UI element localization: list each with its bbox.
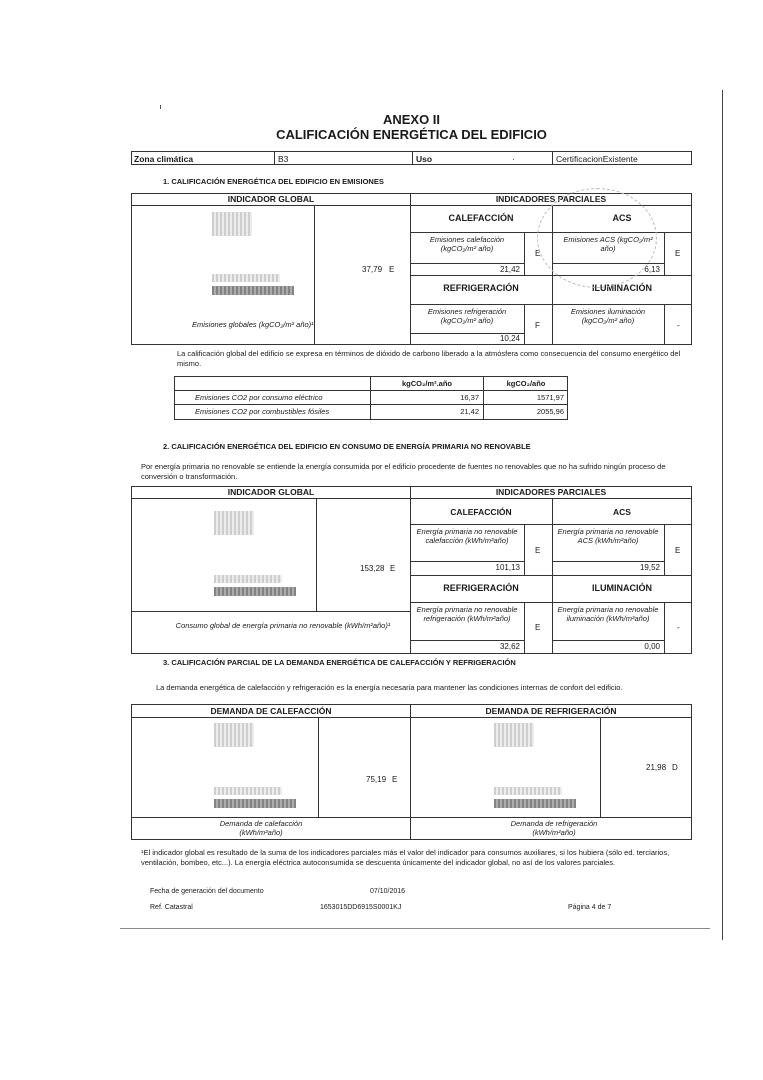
s2-calefaccion-header: CALEFACCIÓN: [450, 507, 512, 517]
co2-row-2-v1: 21,42: [460, 407, 479, 416]
s1-calefaccion-header: CALEFACCIÓN: [448, 213, 514, 223]
s2-global-value-divider: [316, 498, 317, 611]
co2-header-line: [175, 390, 567, 391]
s3-heat-letter: E: [392, 775, 398, 784]
s2-global-rating-bar: [214, 587, 296, 596]
uso-dot: ·: [512, 154, 515, 164]
s1-global-value: 37,79: [362, 265, 383, 274]
s1-ilu-letter-divider: [664, 304, 665, 344]
uso-value-divider: [552, 152, 553, 164]
footer-page: [568, 904, 611, 911]
uso-label: Uso: [416, 154, 433, 164]
s3-heat-rating-bar: [214, 799, 296, 808]
s2-table: [131, 486, 692, 654]
s1-ref-letter-divider: [524, 304, 525, 344]
s1-acs-header: ACS: [612, 213, 632, 223]
s2-intro: Por energía primaria no renovable se entiende la energía consumida por el edificio procedente de fuentes no renovables que no ha sufrido ningún proceso de conversión o transformación.: [141, 462, 666, 481]
zona-label: Zona climática: [134, 154, 194, 164]
s1-global-scale-blur-2: [212, 274, 280, 282]
s1-cal-label: Emisiones calefacción (kgCO₂/m² año): [429, 235, 505, 253]
s1-note: La calificación global del edificio se expresa en términos de dióxido de carbono liberado a la atmósfera como consecuencia del consumo energético del mismo.: [177, 349, 681, 368]
s3-mid-divider: [410, 705, 411, 839]
co2-row-line: [175, 404, 567, 405]
s3-heat-value-divider: [318, 717, 319, 817]
footer-ref-value: 1653015DD6915S0001KJ: [320, 904, 402, 911]
s2-acs-value-line: [552, 561, 664, 562]
s1-ref-letter: F: [535, 321, 540, 330]
s1-cal-letter-divider: [524, 232, 525, 275]
s2-ref-letter-divider: [524, 602, 525, 653]
s2-ref-value-line: [410, 640, 524, 641]
s2-ilu-value-line: [552, 640, 664, 641]
s1-cal-value: 21,42: [499, 265, 520, 274]
footer: [150, 888, 690, 918]
s1-ref-label: Emisiones refrigeración (kgCO₂/m² año): [427, 307, 507, 325]
s2-acs-label: Energía primaria no renovable ACS (kWh/m²año): [557, 527, 659, 545]
s3-cool-header: DEMANDA DE REFRIGERACIÓN: [485, 706, 617, 716]
s1-acs-label: Emisiones ACS (kgCO₂/m² año): [563, 235, 653, 253]
s2-partial-row-divider: [410, 575, 692, 576]
s2-ilu-value: 0,00: [644, 642, 660, 651]
s2-global-header: INDICADOR GLOBAL: [227, 487, 315, 497]
s2-ilu-label: Energía primaria no renovable iluminación (kWh/m²año): [557, 605, 659, 623]
s2-iluminacion-header: ILUMINACIÓN: [592, 583, 652, 593]
s1-ilu-label: Emisiones iluminación (kgCO₂/m² año): [570, 307, 646, 325]
s1-partial-header: INDICADORES PARCIALES: [495, 194, 607, 204]
s3-heat-scale-blur-2: [214, 787, 282, 795]
s2-global-scale-blur-2: [214, 575, 282, 583]
s1-global-scale-blur: [212, 212, 252, 236]
scan-dot-mark: [160, 105, 161, 109]
page-title: ANEXO II: [382, 112, 441, 127]
s3-caption-line: [132, 817, 691, 818]
s2-acs-letter: E: [675, 546, 681, 555]
info-row: [131, 151, 692, 165]
co2-row-1-v1: 16,37: [460, 393, 479, 402]
s1-partial-row-divider: [410, 275, 692, 276]
s2-global-caption-line: [132, 611, 410, 612]
co2-col1-header: kgCO₂/m².año: [401, 379, 452, 388]
s2-cal-value: 101,13: [495, 563, 520, 572]
scan-bottom-line: [120, 928, 710, 929]
s2-global-scale-blur: [214, 511, 254, 535]
s2-ref-value: 32,62: [499, 642, 520, 651]
s2-global-letter: E: [390, 564, 396, 573]
co2-row-1-label: Emisiones CO2 por consumo eléctrico: [195, 393, 323, 402]
footer-page-of: de: [597, 904, 606, 911]
s2-partial-header: INDICADORES PARCIALES: [495, 487, 607, 497]
uso-value: CertificacionExistente: [556, 154, 638, 164]
s1-acs-value: 6,13: [644, 265, 660, 274]
s1-iluminacion-header: ILUMINACIÓN: [592, 283, 652, 293]
s3-intro: La demanda energética de calefacción y refrigeración es la energía necesaria para mantener las condiciones internas de confort del edificio.: [156, 683, 623, 692]
scan-edge-mark: [722, 90, 723, 940]
s2-cal-letter: E: [535, 546, 541, 555]
s3-cool-value: 21,98: [646, 763, 667, 772]
s2-cal-value-line: [410, 561, 524, 562]
s1-global-letter: E: [389, 265, 395, 274]
zona-divider: [274, 152, 275, 164]
page-subtitle: CALIFICACIÓN ENERGÉTICA DEL EDIFICIO: [276, 127, 547, 142]
s2-acs-header: ACS: [613, 507, 631, 517]
s3-cool-rating-bar: [494, 799, 576, 808]
co2-row-1-v2: 1571,97: [536, 393, 564, 402]
co2-table: [174, 376, 568, 420]
s2-ref-letter: E: [535, 623, 541, 632]
s2-ilu-letter: -: [677, 623, 680, 632]
footer-date-value: 07/10/2016: [370, 888, 406, 895]
s3-heat-value: 75,19: [366, 775, 387, 784]
s1-global-rating-bar: [212, 286, 294, 295]
s3-cool-letter: D: [672, 763, 678, 772]
s1-global-header: INDICADOR GLOBAL: [227, 194, 315, 204]
s1-cal-value-line: [410, 263, 524, 264]
footer-page-total: 7: [607, 904, 612, 911]
section-2-title: 2. CALIFICACIÓN ENERGÉTICA DEL EDIFICIO EN CONSUMO DE ENERGÍA PRIMARIA NO RENOVABLE: [163, 442, 531, 451]
s2-cal-label: Energía primaria no renovable calefacción (kWh/m²año): [416, 527, 518, 545]
section-3-title: 3. CALIFICACIÓN PARCIAL DE LA DEMANDA ENERGÉTICA DE CALEFACCIÓN Y REFRIGERACIÓN: [163, 658, 516, 667]
s2-acs-value: 19,52: [639, 563, 660, 572]
footer-page-num: 4: [591, 904, 596, 911]
s1-cal-letter: E: [535, 249, 541, 258]
s1-table: [131, 193, 692, 345]
s2-ref-sub-line: [410, 602, 692, 603]
s1-ref-value: 10,24: [499, 334, 520, 343]
stamp-seal: [537, 188, 657, 288]
s1-acs-letter-divider: [664, 232, 665, 275]
s1-acs-letter: E: [675, 249, 681, 258]
s2-global-value: 153,28: [360, 564, 385, 573]
footer-date-label: Fecha de generación del documento: [150, 888, 264, 895]
s1-ref-sub-line: [410, 304, 692, 305]
s2-ilu-letter-divider: [664, 602, 665, 653]
s3-cool-scale-blur-2: [494, 787, 562, 795]
s2-acs-letter-divider: [664, 524, 665, 575]
s2-cal-sub-line: [410, 524, 692, 525]
s3-heat-scale-blur: [214, 723, 254, 747]
uso-divider: [412, 152, 413, 164]
s3-heat-caption: Demanda de calefacción (kWh/m²año): [219, 819, 303, 837]
s2-cal-letter-divider: [524, 524, 525, 575]
s3-cool-caption: Demanda de refrigeración (kWh/m²año): [510, 819, 598, 837]
co2-col2-header: kgCO₂/año: [506, 379, 546, 388]
footer-ref-label: Ref. Catastral: [150, 904, 193, 911]
s2-global-caption: Consumo global de energía primaria no renovable (kWh/m²año)¹: [175, 621, 391, 630]
s1-refrigeracion-header: REFRIGERACIÓN: [443, 283, 519, 293]
footer-page-label: Página: [568, 904, 590, 911]
s2-header-line: [132, 498, 691, 499]
s3-cool-scale-blur: [494, 723, 534, 747]
section-1-title: 1. CALIFICACIÓN ENERGÉTICA DEL EDIFICIO EN EMISIONES: [163, 177, 384, 186]
co2-row-2-v2: 2055,96: [536, 407, 564, 416]
s3-table: [131, 704, 692, 840]
s1-global-caption: Emisiones globales (kgCO₂/m² año)¹: [192, 320, 314, 329]
s3-header-line: [132, 717, 691, 718]
s3-heat-header: DEMANDA DE CALEFACCIÓN: [210, 706, 332, 716]
co2-row-2-label: Emisiones CO2 por combustibles fósiles: [195, 407, 330, 416]
s3-cool-value-divider: [600, 717, 601, 817]
footnote: ¹El indicador global es resultado de la suma de los indicadores parciales más el valor del indicador para consumos auxiliares, si los hubiera (sólo ed. terciarios, ventilación, bombeo, etc...). La energía eléctrica autoconsumida se descuenta únicamente del indicador global, no así de los valores parciales.: [141, 848, 670, 867]
s2-refrigeracion-header: REFRIGERACIÓN: [443, 583, 519, 593]
s2-ref-label: Energía primaria no renovable refrigeración (kWh/m²año): [416, 605, 518, 623]
s1-ilu-letter: -: [677, 321, 680, 330]
zona-value: B3: [278, 154, 289, 164]
